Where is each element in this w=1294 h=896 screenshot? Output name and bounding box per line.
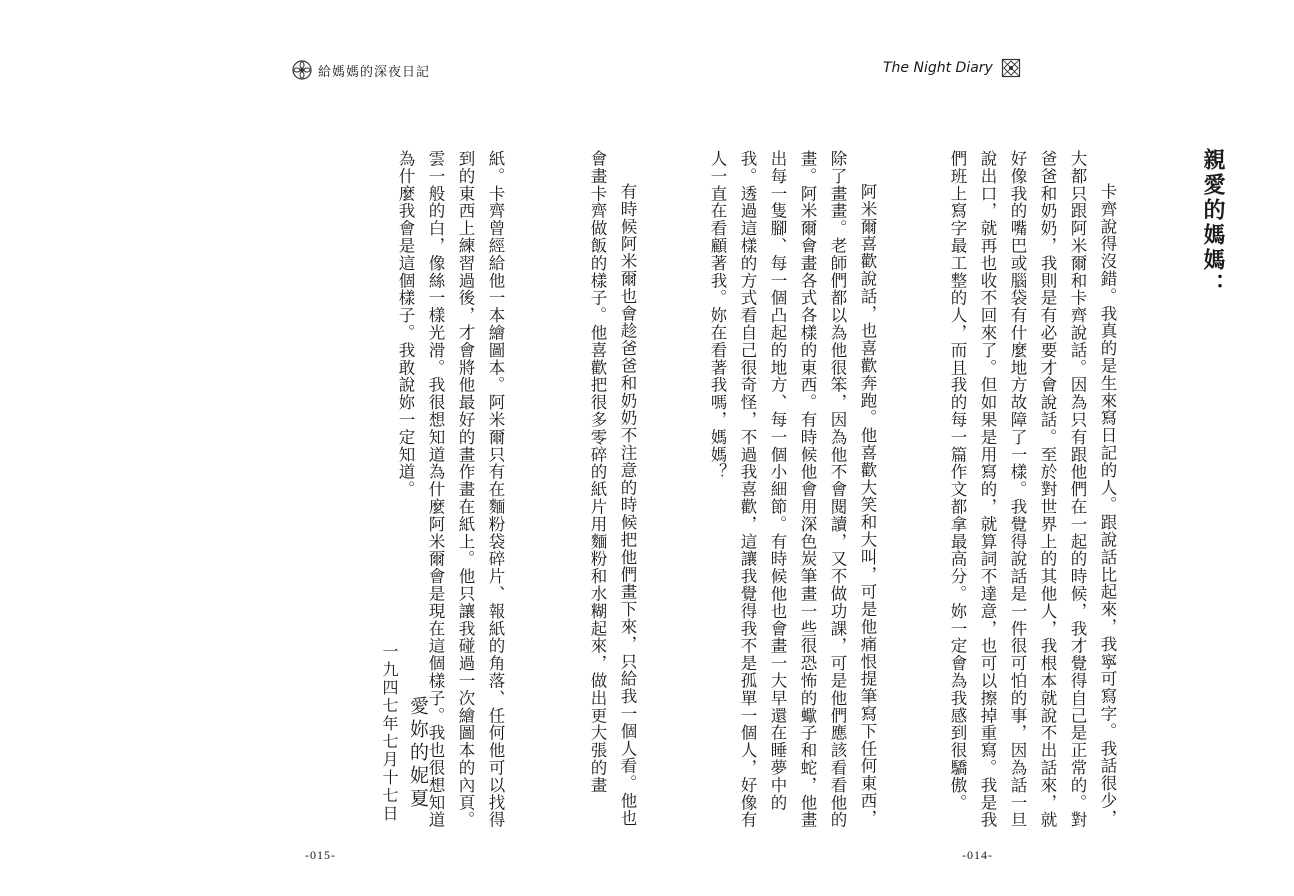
- flower-ornament-icon: [292, 60, 312, 80]
- diary-date: 一九四七年七月十七日: [380, 643, 399, 823]
- page-number: -015-: [305, 848, 336, 862]
- left-running-header: [292, 60, 430, 80]
- book-title-zh: 給媽媽的深夜日記: [318, 64, 431, 80]
- paragraph: 有時候阿米爾也會趁爸爸和奶奶不注意的時候把他們畫下來，只給我一個人看。他也會畫卡齊做飯的樣子。他喜歡把很多零碎的紙片用麵粉和水糊起來，做出更大張的畫: [588, 150, 637, 827]
- paragraph: 阿米爾喜歡說話，也喜歡奔跑。他喜歡大笑和大叫，可是他痛恨提筆寫下任何東西，除了畫畫。老師們都以為他很笨，因為他不會閱讀，又不做功課，可是他們應該看看他的畫。阿米爾會畫各式各樣的東西。有時候他會用深色炭筆畫一些很恐怖的蠍子和蛇，他畫出每一隻腳、每一個凸起的地方、每一個小細節。有時候他也會畫一大早還在睡夢中的我。透過這樣的方式看自己很奇怪，不過我喜歡，這讓我覺得我不是孤單一個人，好像有人一直在看顧著我。妳在看著我嗎，媽媽？: [708, 150, 877, 829]
- right-running-header: [883, 58, 1021, 78]
- right-body-text: [588, 150, 1182, 830]
- signature: 愛妳的妮夏: [407, 696, 429, 811]
- page-number: -014-: [962, 848, 993, 862]
- book-title-en: The Night Diary: [883, 60, 993, 76]
- paragraph: 卡齊說得沒錯。我真的是生來寫日記的人。跟說話比起來，我寧可寫字。我話很少，大都只跟阿米爾和卡齊說話。因為只有跟他們在一起的時候，我才覺得自己是正常的。對爸爸和奶奶，我則是有必要才會說話。至於對世界上的其他人，我根本就說不出話來，就好像我的嘴巴或腦袋有什麼地方故障了一樣。我覺得說話是一件很可怕的事，因為話一旦說出口，就再也收不回來了。但如果是用寫的，就算詞不達意，也可以擦掉重寫。我是我們班上寫字最工整的人，而且我的每一篇作文都拿最高分。妳一定會為我感到很驕傲。: [948, 150, 1117, 829]
- salutation: 親愛的媽媽：: [1200, 148, 1226, 298]
- paragraph: 紙。卡齊曾經給他一本繪圖本。阿米爾只有在麵粉袋碎片、報紙的角落、任何他可以找得到的東西上練習過後，才會將他最好的畫作畫在紙上。他只讓我碰過一次繪圖本的內頁。雲一般的白，像絲一樣光滑。我很想知道為什麼阿米爾會是現在這個樣子。我也很想知道為什麼我會是這個樣子。我敢說妳一定知道。: [396, 150, 505, 829]
- knot-ornament-icon: [1001, 58, 1021, 78]
